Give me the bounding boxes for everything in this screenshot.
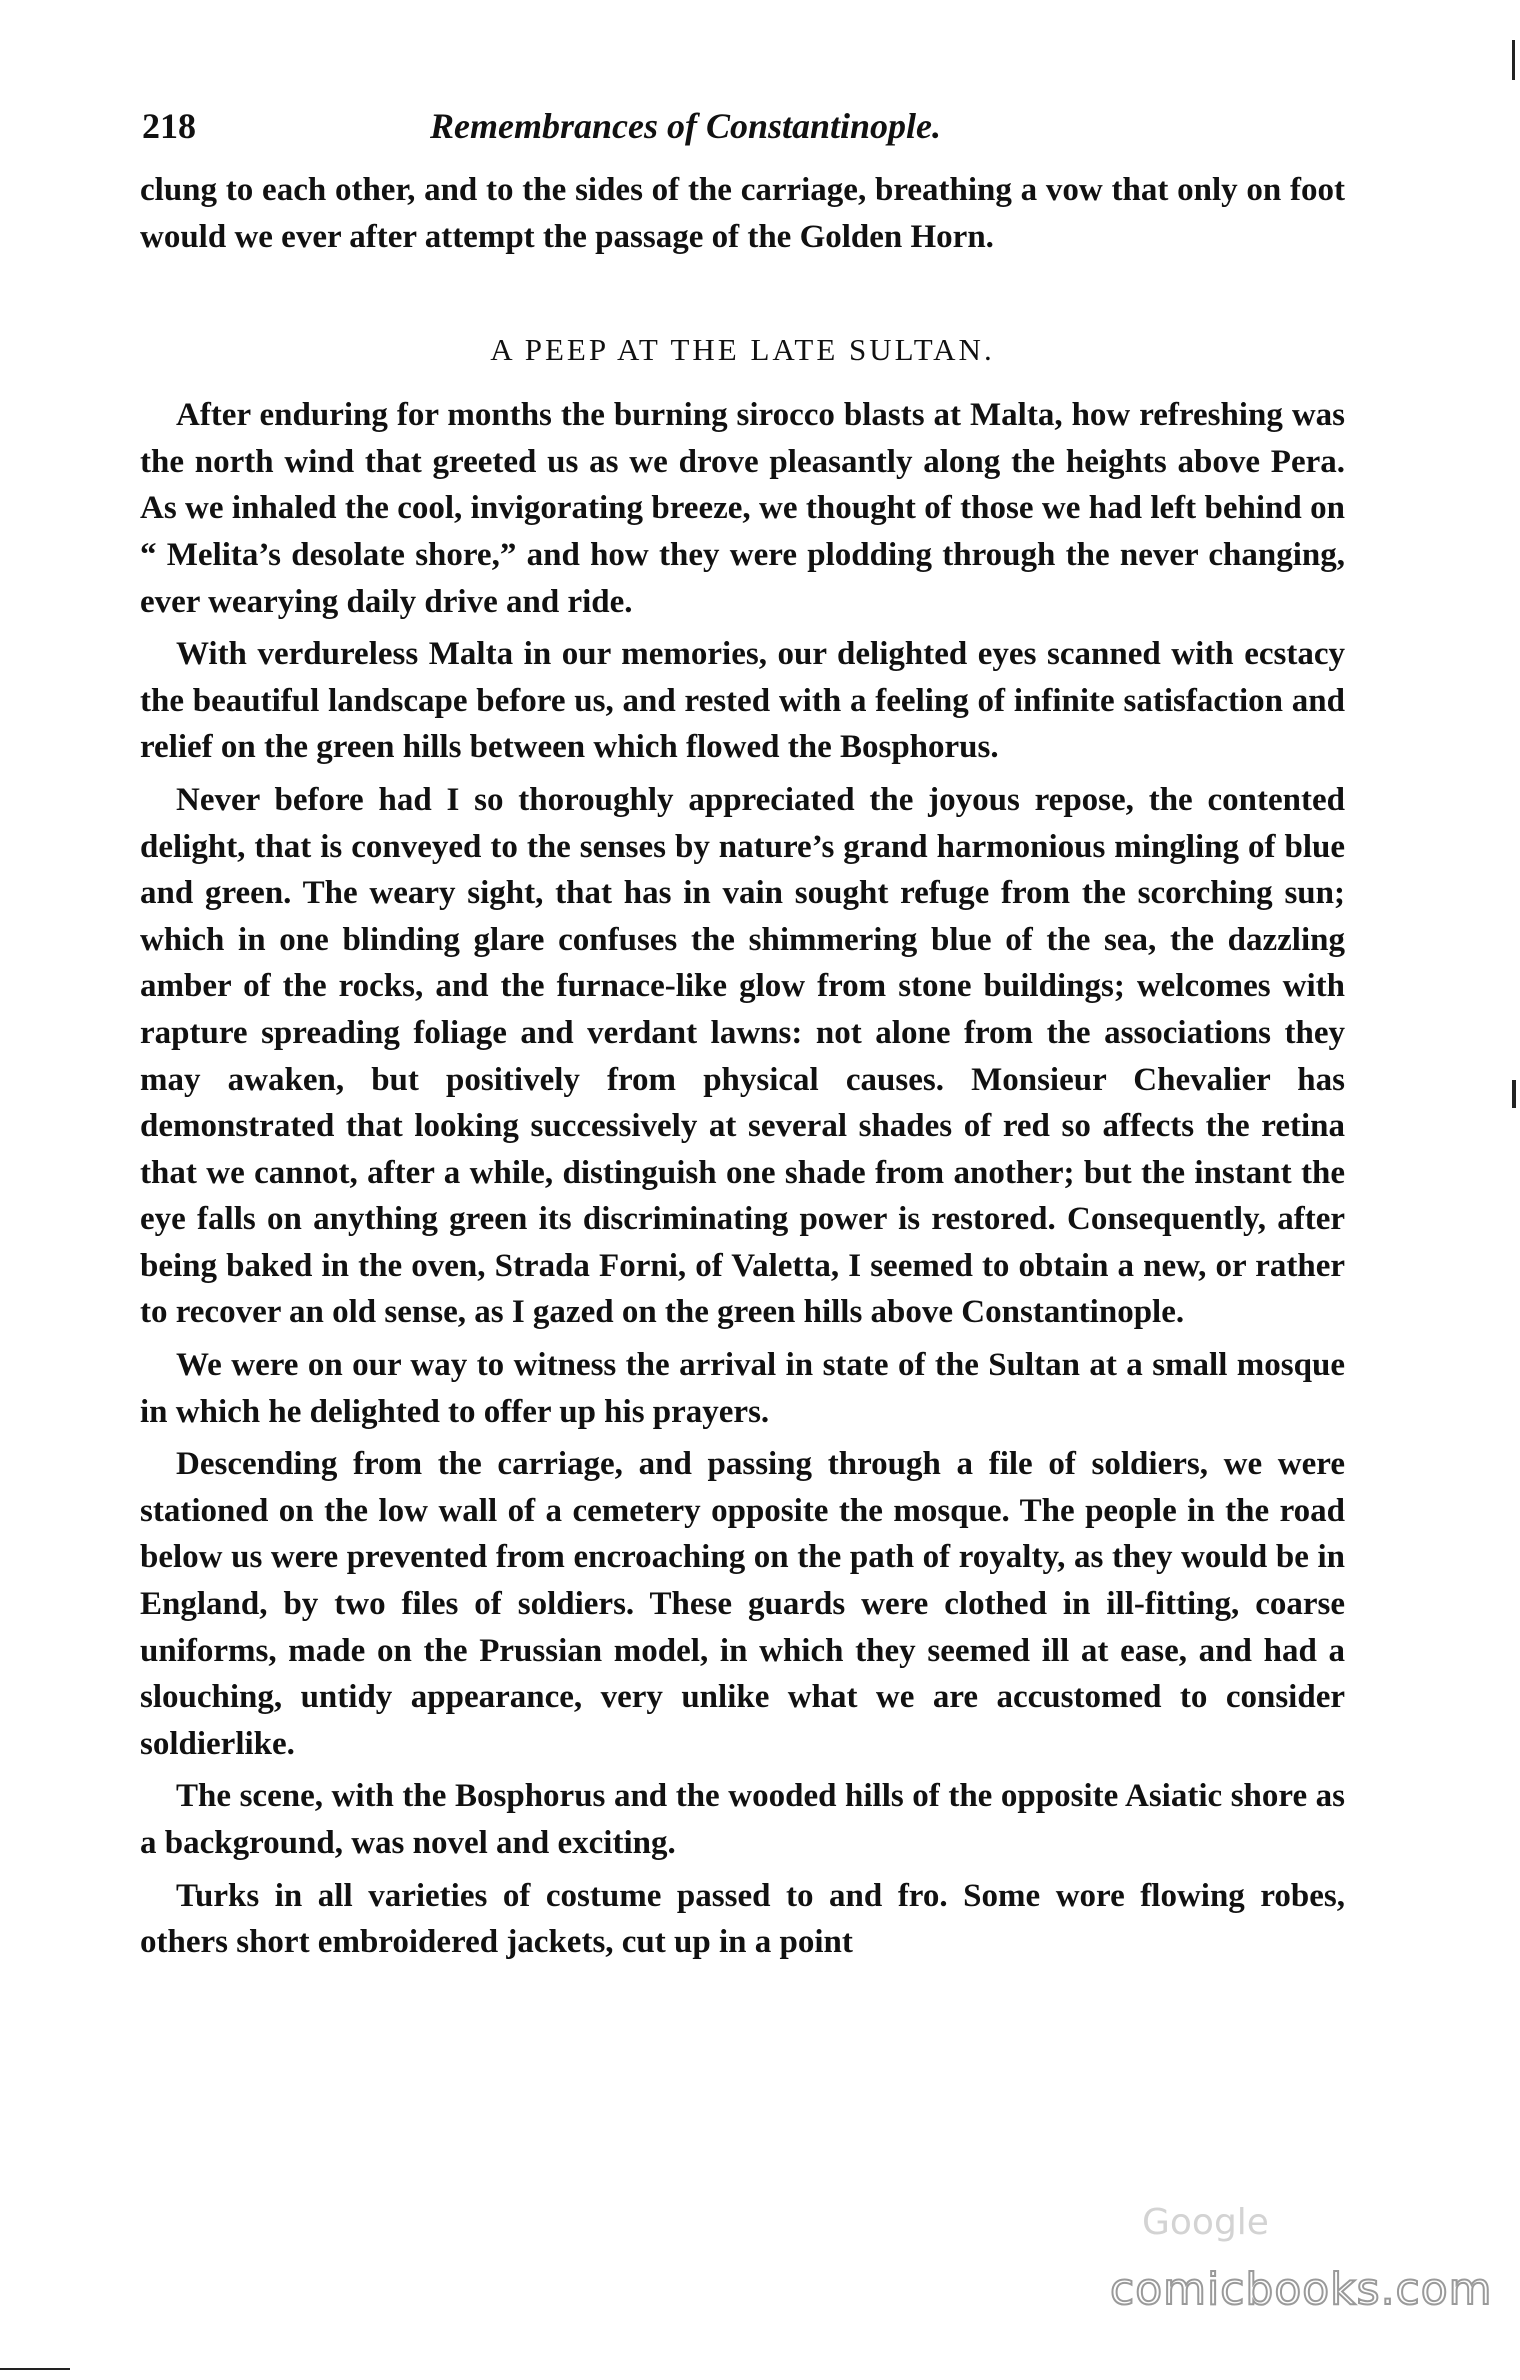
body-paragraph: Turks in all varieties of costume passed to and fro. Some wore flowing robes, others short embroidered jackets, cut up in a point (140, 1877, 1345, 1961)
page-number: 218 (142, 106, 196, 146)
body-paragraph: The scene, with the Bosphorus and the wooded hills of the opposite Asiatic shore as a background, was novel and exciting. (140, 1778, 1345, 1861)
running-head (140, 105, 1345, 167)
body-paragraph: Never before had I so thoroughly appreciated the joyous repose, the contented delight, that is conveyed to the senses by nature’s grand harmonious mingling of blue and green. The weary sight, that has in vain sought refuge from the scorching sun; which in one blinding glare confuses the shimmering blue of the sea, the dazzling amber of the rocks, and the furnace-like glow from stone buildings; welcomes with rapture spreading foliage and verdant lawns: not alone from the associations they may awaken, but positively from physical causes. Monsieur Chevalier has demonstrated that looking successively at several shades of red so affects the retina that we cannot, after a while, distinguish one shade from another; but the instant the eye falls on anything green its discriminating power is restored. Consequently, after being baked in the oven, Strada Forni, of Valetta, I seemed to obtain a new, or rather to recover an old sense, as I gazed on the green hills above Constantinople. (140, 781, 1345, 1331)
section-heading: A PEEP AT THE LATE SULTAN. (490, 332, 995, 368)
google-watermark: Google (1142, 2202, 1269, 2243)
scan-edge-mark (0, 2368, 70, 2370)
body-paragraph: After enduring for months the burning sirocco blasts at Malta, how refreshing was the north wind that greeted us as we drove pleasantly along the heights above Pera. As we inhaled the cool, invigorating breeze, we thought of those we had left behind on “ Melita’s desolate shore,” and how they were plodding through the never changing, ever wearying daily drive and ride. (140, 397, 1345, 620)
body-paragraph: We were on our way to witness the arrival in state of the Sultan at a small mosque in which he delighted to offer up his prayers. (140, 1347, 1345, 1430)
running-title: Remembrances of Constantinople. (430, 106, 942, 146)
book-page (140, 105, 1345, 1966)
scan-edge-mark (1512, 1080, 1516, 1108)
body-paragraph: Descending from the carriage, and passing through a file of soldiers, we were stationed on the low wall of a cemetery opposite the mosque. The people in the road below us were prevented from encroaching on the path of royalty, as they would be in England, by two files of soldiers. These guards were clothed in ill-fitting, coarse uniforms, made on the Prussian model, in which they seemed ill at ease, and had a slouching, untidy appearance, very unlike what we are accustomed to consider soldierlike. (140, 1446, 1345, 1762)
continuation-paragraph: clung to each other, and to the sides of the carriage, breathing a vow that only on foot would we ever after attempt the passage of the Golden Horn. (140, 172, 1345, 255)
body-paragraph: With verdureless Malta in our memories, our delighted eyes scanned with ecstacy the beautiful landscape before us, and rested with a feeling of infinite satisfaction and relief on the green hills between which flowed the Bosphorus. (140, 636, 1345, 766)
site-watermark: comicbooks.com (1110, 2264, 1493, 2315)
scan-edge-mark (1512, 40, 1515, 80)
